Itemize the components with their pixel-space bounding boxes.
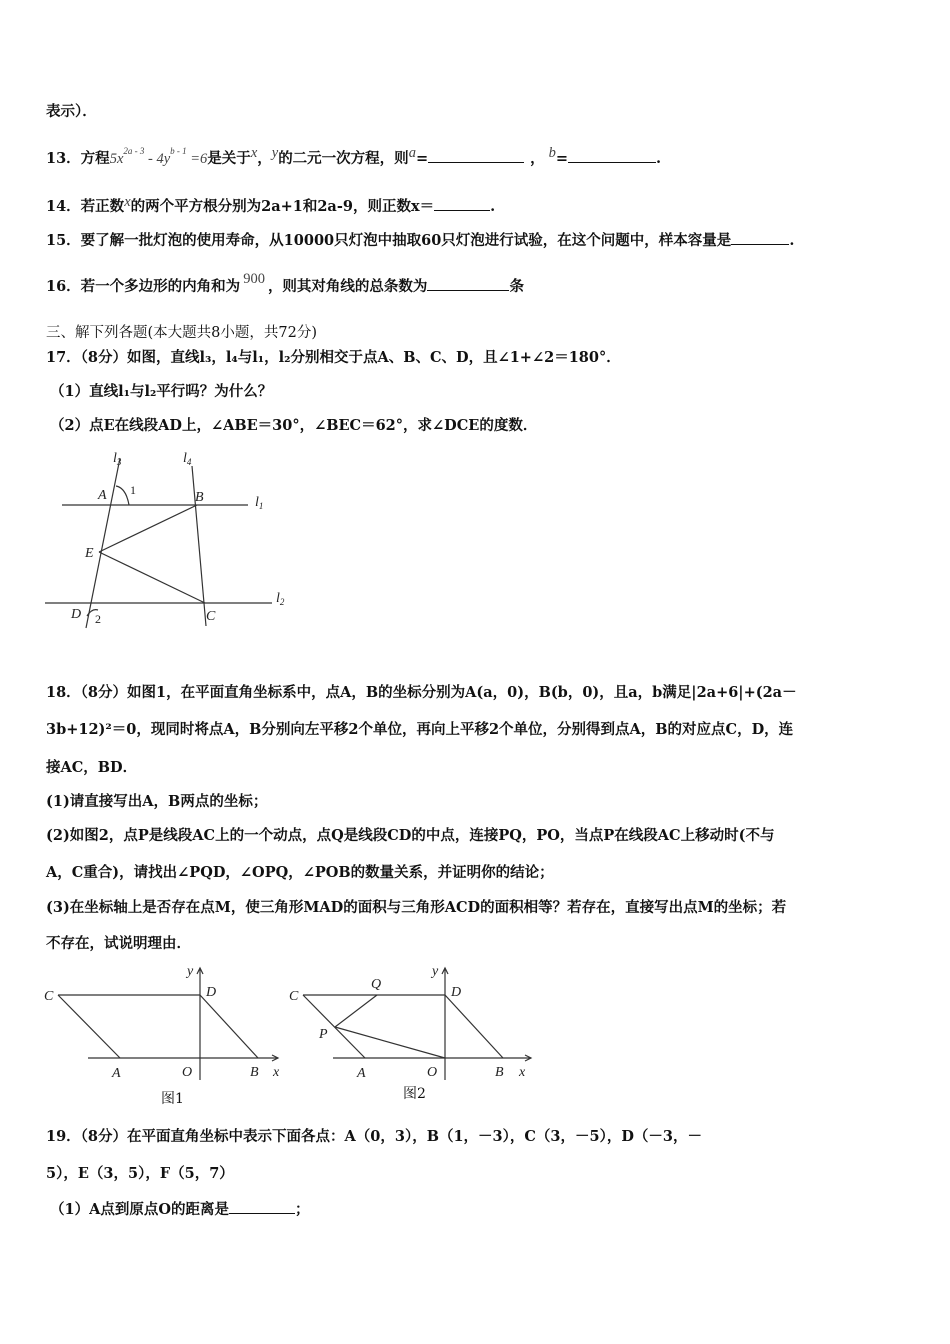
text: 16．若一个多边形的内角和为	[46, 278, 241, 295]
question-18-line-2	[46, 720, 793, 740]
question-18-part-1	[46, 792, 267, 812]
question-18-part-3a	[46, 898, 786, 918]
label-O: O	[182, 1065, 193, 1080]
answer-blank[interactable]	[229, 1199, 295, 1214]
text: 15．要了解一批灯泡的使用寿命，从10000只灯泡中抽取60只灯泡进行试验，在这个问题中，样本容量是	[46, 232, 732, 249]
text: 17．（8分）如图，直线l₃，l₄与l₁，l₂分别相交于点A、B、C、D，且∠1+∠2＝180°．	[46, 349, 621, 366]
text: 不存在，试说明理由．	[46, 935, 191, 952]
text: ，则其对角线的总条数为	[267, 278, 428, 295]
answer-blank[interactable]	[731, 230, 789, 245]
text: （1）A点到原点O的距离是	[50, 1201, 229, 1218]
question-17-part-1	[50, 382, 272, 402]
text: .	[789, 232, 795, 249]
label-B: B	[250, 1065, 259, 1080]
figure-18-1-caption: 图1	[161, 1091, 184, 1107]
segment-EB	[99, 505, 197, 552]
answer-blank[interactable]	[434, 196, 490, 211]
figure-18-2-caption: 图2	[403, 1086, 426, 1102]
label-P: P	[319, 1027, 328, 1042]
text: ；	[294, 1201, 310, 1218]
text: 14．若正数	[46, 198, 125, 215]
label-A: A	[98, 488, 107, 503]
text: (3)在坐标轴上是否存在点M，使三角形MAD的面积与三角形ACD的面积相等？若存在，直接写出点M的坐标；若	[46, 899, 787, 916]
question-17-part-2	[50, 416, 537, 436]
equation	[109, 146, 208, 167]
label-l4: $l_4$	[183, 451, 192, 467]
text: 3b+12)²＝0，现同时将点A，B分别向左平移2个单位，再向上平移2个单位，分别得到点A，B的对应点C，D，连	[46, 721, 794, 738]
text: =	[415, 150, 429, 167]
label-A: A	[357, 1066, 366, 1081]
text: 三、解下列各题(本大题共8小题，共72分)	[46, 325, 317, 341]
text: =	[555, 150, 568, 167]
text: .	[656, 150, 662, 167]
answer-blank-b[interactable]	[568, 148, 656, 163]
text: 18．（8分）如图1，在平面直角坐标系中，点A，B的坐标分别为A(a，0)，B(b，0)，且a，b满足|2a+6|+(2a－	[46, 684, 797, 701]
text: 5），E（3，5），F（5，7）	[46, 1165, 234, 1182]
text: 的两个平方根分别为2a+1和2a-9，则正数x＝	[130, 198, 435, 215]
label-y: y	[187, 964, 194, 979]
label-l1: $l_1$	[255, 495, 264, 511]
question-19-line-2	[46, 1164, 234, 1184]
label-B: B	[495, 1065, 504, 1080]
label-D: D	[71, 607, 82, 622]
answer-blank[interactable]	[427, 276, 509, 291]
text: （2）点E在线段AD上，∠ABE＝30°，∠BEC＝62°，求∠DCE的度数．	[50, 417, 538, 434]
text: （1）直线l₁与l₂平行吗？为什么？	[50, 383, 273, 400]
angle-1-arc	[116, 486, 129, 505]
text: (2)如图2，点P是线段AC上的一个动点，点Q是线段CD的中点，连接PQ，PO，当点P在线段AC上移动时(不与	[46, 827, 775, 844]
label-O: O	[427, 1065, 438, 1080]
continuation-line	[46, 102, 97, 122]
eq-part: 5x	[109, 151, 124, 167]
label-C: C	[44, 989, 54, 1004]
exponent: b - 1	[170, 146, 187, 156]
text: 19．（8分）在平面直角坐标中表示下面各点：A（0，3），B（1，－3），C（3，－5），D（－3，－	[46, 1128, 703, 1145]
label-l3: $l_3$	[113, 451, 122, 467]
label-y: y	[432, 964, 439, 979]
label-Q: Q	[371, 977, 382, 992]
question-18-line-1	[46, 683, 797, 703]
label-l2: $l_2$	[276, 591, 285, 607]
question-17	[46, 348, 621, 368]
label-D: D	[451, 985, 462, 1000]
text: ，	[257, 150, 272, 167]
var-y: y	[271, 145, 279, 161]
text: .	[490, 198, 496, 215]
label-E: E	[85, 546, 94, 561]
text: 表示）．	[46, 103, 97, 120]
segment-EC	[99, 552, 205, 603]
question-15	[46, 230, 794, 251]
label-D: D	[206, 985, 217, 1000]
angle-sum: 900	[243, 271, 265, 287]
question-19-line-1	[46, 1127, 702, 1147]
segment-BD	[445, 995, 503, 1058]
var-a: a	[408, 145, 416, 161]
question-14	[46, 196, 495, 217]
eq-part: =6	[186, 151, 208, 167]
text: (1)请直接写出A，B两点的坐标；	[46, 793, 268, 810]
text: 是关于	[207, 150, 251, 167]
question-18-part-3b	[46, 934, 191, 954]
segment-AC	[58, 995, 120, 1058]
label-x: x	[273, 1065, 280, 1080]
question-18-part-2a	[46, 826, 774, 846]
var-x: x	[250, 145, 258, 161]
exponent: 2a - 3	[123, 146, 145, 156]
label-A: A	[112, 1066, 121, 1081]
label-C: C	[289, 989, 299, 1004]
question-18-part-2b	[46, 863, 554, 883]
label-x: x	[519, 1065, 526, 1080]
text: 的二元一次方程，则	[278, 150, 409, 167]
label-B: B	[195, 490, 204, 505]
segment-AC	[303, 995, 365, 1058]
var-b: b	[548, 145, 556, 161]
text: 13．方程	[46, 150, 110, 167]
figure-17	[40, 448, 300, 653]
section-3-heading	[46, 323, 317, 343]
text: ，	[530, 150, 545, 167]
segment-BD	[200, 995, 258, 1058]
text: A，C重合)，请找出∠PQD，∠OPQ，∠POB的数量关系，并证明你的结论；	[46, 864, 554, 881]
label-angle-1: 1	[130, 483, 136, 497]
var-x: x	[124, 194, 131, 210]
question-19-part-1	[50, 1199, 309, 1220]
segment-PO	[335, 1027, 445, 1058]
question-13	[46, 145, 662, 170]
question-18-line-3	[46, 758, 137, 778]
answer-blank-a[interactable]	[428, 148, 524, 163]
question-16	[46, 271, 524, 297]
label-C: C	[206, 609, 216, 624]
text: 条	[509, 278, 524, 295]
label-angle-2: 2	[95, 612, 101, 626]
segment-PQ	[335, 995, 377, 1027]
text: 接AC，BD．	[46, 759, 138, 776]
eq-part: - 4y	[144, 151, 171, 167]
